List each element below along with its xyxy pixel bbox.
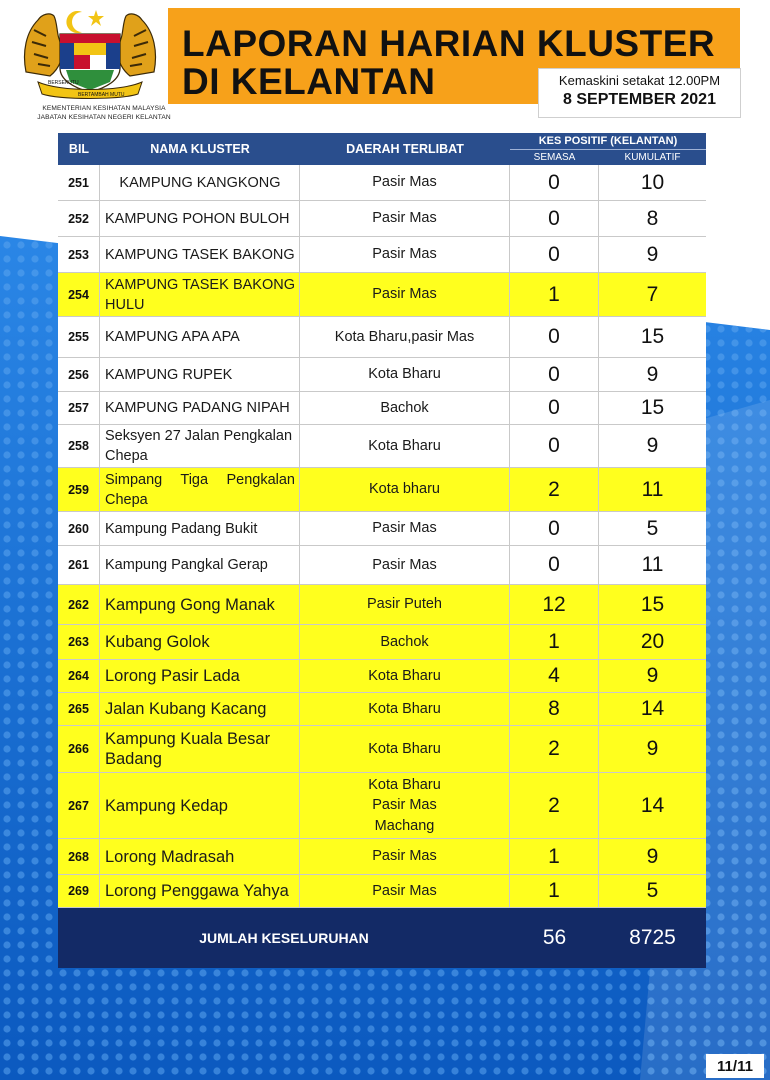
cell-kumulatif: 5 — [646, 879, 659, 902]
cell-daerah: Kota Bharu,pasir Mas — [300, 317, 510, 357]
table-total-row — [58, 908, 706, 968]
cell-nama: KAMPUNG TASEK BAKONG — [100, 237, 300, 272]
cell-kumulatif: 11 — [641, 477, 664, 501]
header-daerah-terlibat: DAERAH TERLIBAT — [346, 142, 464, 156]
cell-kumulatif: 9 — [646, 434, 659, 457]
header-semasa: SEMASA — [533, 151, 576, 163]
cell-semasa: 12 — [510, 585, 599, 624]
cell-daerah: Kota Bharu — [300, 693, 510, 725]
table-row — [58, 358, 706, 392]
cell-bil: 263 — [58, 625, 100, 659]
cell-nama: KAMPUNG APA APA — [100, 317, 300, 357]
cell-bil: 258 — [58, 425, 100, 467]
cell-nama: Lorong Penggawa Yahya — [100, 875, 300, 907]
cell-bil: 261 — [58, 546, 100, 584]
table-row — [58, 468, 706, 512]
cell-nama: KAMPUNG PADANG NIPAH — [100, 392, 300, 424]
cell-daerah: Pasir Mas — [300, 875, 510, 907]
cell-semasa: 4 — [510, 660, 599, 692]
cell-semasa: 2 — [510, 773, 599, 838]
cell-semasa: 2 — [510, 726, 599, 772]
total-semasa: 56 — [542, 926, 567, 949]
table-row — [58, 660, 706, 693]
cell-semasa: 8 — [510, 693, 599, 725]
table-row — [58, 165, 706, 201]
cell-semasa: 0 — [510, 546, 599, 584]
cell-daerah: Pasir Mas — [300, 165, 510, 200]
table-body — [58, 165, 706, 908]
ministry-name — [6, 104, 202, 122]
cell-kumulatif: 11 — [641, 553, 664, 576]
cell-bil: 255 — [58, 317, 100, 357]
table-row — [58, 585, 706, 625]
cell-semasa: 0 — [510, 165, 599, 200]
table-row — [58, 317, 706, 358]
cell-bil: 262 — [58, 585, 100, 624]
cell-semasa: 2 — [510, 468, 599, 511]
cell-kumulatif: 15 — [640, 396, 665, 419]
header-bil: BIL — [68, 142, 90, 156]
cell-semasa: 0 — [510, 425, 599, 467]
total-kumulatif: 8725 — [629, 926, 676, 949]
cell-semasa: 1 — [510, 875, 599, 907]
cell-semasa: 0 — [510, 317, 599, 357]
cell-bil: 259 — [58, 468, 100, 511]
coat-of-arms-logo — [20, 2, 160, 102]
report-title-line-1: LAPORAN HARIAN KLUSTER — [182, 23, 716, 64]
cell-bil: 254 — [58, 273, 100, 316]
header-nama-kluster: NAMA KLUSTER — [150, 142, 250, 156]
cell-kumulatif: 9 — [646, 242, 659, 266]
table-row — [58, 625, 706, 660]
ministry-line-1: KEMENTERIAN KESIHATAN MALAYSIA — [42, 105, 166, 112]
header-kes-positif: KES POSITIF (KELANTAN) — [538, 135, 678, 147]
table-row — [58, 839, 706, 875]
cell-semasa: 0 — [510, 512, 599, 545]
cell-nama: KAMPUNG POHON BULOH — [100, 201, 300, 236]
total-label: JUMLAH KESELURUHAN — [199, 930, 369, 946]
cell-daerah: Pasir Mas — [300, 512, 510, 545]
cluster-table — [58, 133, 706, 968]
cell-nama: KAMPUNG KANGKONG — [100, 165, 300, 200]
cell-kumulatif: 9 — [646, 737, 659, 760]
table-row — [58, 546, 706, 585]
table-row — [58, 773, 706, 839]
table-row — [58, 273, 706, 317]
update-info-box — [538, 68, 741, 118]
cell-bil: 264 — [58, 660, 100, 692]
cell-daerah: Pasir Mas — [300, 839, 510, 874]
cell-kumulatif: 7 — [646, 282, 659, 306]
cell-kumulatif: 8 — [646, 206, 659, 230]
update-date: 8 SEPTEMBER 2021 — [563, 91, 716, 108]
cell-nama: Kampung Pangkal Gerap — [100, 546, 300, 584]
cell-kumulatif: 5 — [646, 516, 659, 540]
cell-bil: 252 — [58, 201, 100, 236]
cell-nama: Seksyen 27 Jalan Pengkalan Chepa — [100, 425, 300, 467]
table-row — [58, 237, 706, 273]
cell-kumulatif: 14 — [640, 697, 665, 720]
cell-nama: Simpang Tiga Pengkalan Chepa — [100, 468, 300, 511]
table-row — [58, 726, 706, 773]
cell-bil: 266 — [58, 726, 100, 772]
update-label: Kemaskini setakat 12.00PM — [558, 73, 721, 88]
table-row — [58, 512, 706, 546]
cell-bil: 253 — [58, 237, 100, 272]
cell-daerah: Pasir Mas — [300, 237, 510, 272]
page-number: 11/11 — [706, 1054, 764, 1078]
cell-nama: Jalan Kubang Kacang — [100, 693, 300, 725]
cell-kumulatif: 15 — [640, 325, 665, 348]
cell-bil: 256 — [58, 358, 100, 391]
cell-daerah: Kota Bharu — [300, 660, 510, 692]
cell-daerah: Pasir Mas — [300, 546, 510, 584]
cell-bil: 265 — [58, 693, 100, 725]
cell-nama: Kubang Golok — [100, 625, 300, 659]
cell-nama: Lorong Madrasah — [100, 839, 300, 874]
cell-daerah: Kota Bharu Pasir Mas Machang — [300, 773, 510, 838]
cell-bil: 267 — [58, 773, 100, 838]
cell-daerah: Kota Bharu — [300, 726, 510, 772]
cell-nama: KAMPUNG TASEK BAKONG HULU — [100, 273, 300, 316]
cell-kumulatif: 15 — [640, 592, 665, 616]
cell-kumulatif: 10 — [640, 170, 665, 194]
cell-nama: KAMPUNG RUPEK — [100, 358, 300, 391]
cell-nama: Kampung Gong Manak — [100, 585, 300, 624]
cell-bil: 251 — [58, 165, 100, 200]
cell-daerah: Kota bharu — [300, 468, 510, 511]
cell-kumulatif: 9 — [646, 844, 659, 868]
cell-daerah: Kota Bharu — [300, 358, 510, 391]
cell-daerah: Kota Bharu — [300, 425, 510, 467]
table-row — [58, 392, 706, 425]
cell-daerah: Pasir Mas — [300, 201, 510, 236]
ministry-line-2: JABATAN KESIHATAN NEGERI KELANTAN — [37, 114, 171, 121]
table-row — [58, 425, 706, 468]
cell-semasa: 1 — [510, 625, 599, 659]
cell-daerah: Bachok — [300, 625, 510, 659]
table-row — [58, 875, 706, 908]
table-row — [58, 201, 706, 237]
cell-kumulatif: 20 — [640, 630, 665, 653]
svg-text:BERTAMBAH MUTU: BERTAMBAH MUTU — [78, 92, 125, 98]
cell-kumulatif: 14 — [640, 793, 665, 817]
cell-kumulatif: 9 — [646, 664, 659, 687]
table-header — [58, 133, 706, 165]
cell-nama: Lorong Pasir Lada — [100, 660, 300, 692]
table-row — [58, 693, 706, 726]
cell-kumulatif: 9 — [646, 362, 659, 386]
cell-daerah: Pasir Puteh — [300, 585, 510, 624]
cell-bil: 268 — [58, 839, 100, 874]
cell-semasa: 0 — [510, 201, 599, 236]
cell-nama: Kampung Kuala Besar Badang — [100, 726, 300, 772]
cell-semasa: 1 — [510, 839, 599, 874]
cell-semasa: 1 — [510, 273, 599, 316]
header-kumulatif: KUMULATIF — [624, 151, 681, 163]
cell-bil: 269 — [58, 875, 100, 907]
cell-daerah: Pasir Mas — [300, 273, 510, 316]
svg-text:BERSEKUTU: BERSEKUTU — [48, 80, 79, 86]
cell-nama: Kampung Padang Bukit — [100, 512, 300, 545]
cell-semasa: 0 — [510, 358, 599, 391]
cell-semasa: 0 — [510, 392, 599, 424]
cell-nama: Kampung Kedap — [100, 773, 300, 838]
cell-bil: 257 — [58, 392, 100, 424]
cell-semasa: 0 — [510, 237, 599, 272]
cell-bil: 260 — [58, 512, 100, 545]
report-title-line-2: DI KELANTAN — [182, 61, 436, 102]
cell-daerah: Bachok — [300, 392, 510, 424]
